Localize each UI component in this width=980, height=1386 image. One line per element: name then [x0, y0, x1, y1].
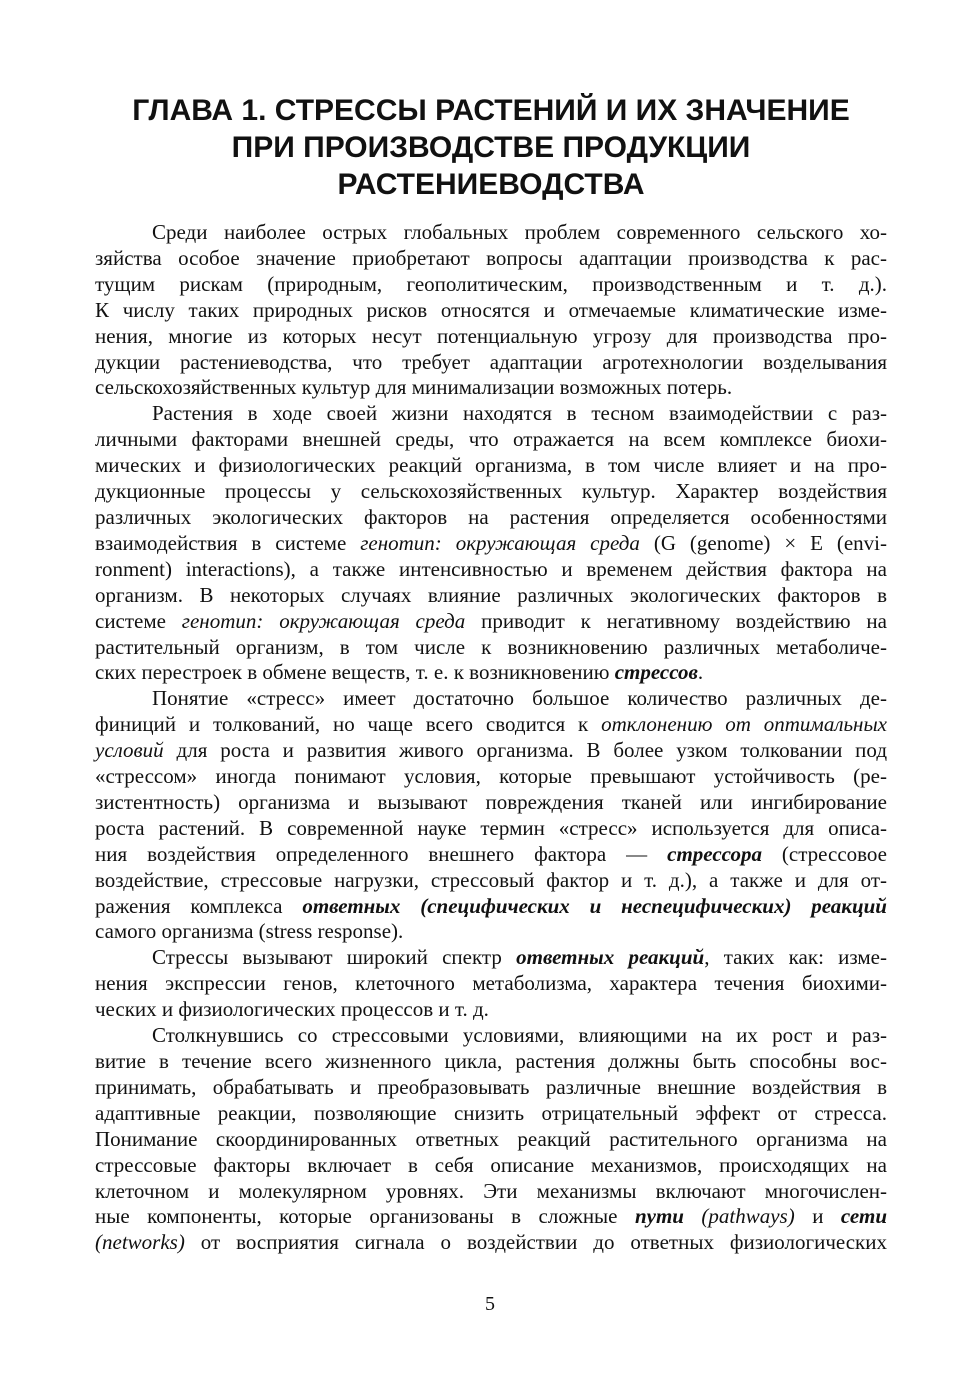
- text-line: тущим рискам (природным, геополитическим, производственным и т. д.).: [95, 271, 887, 296]
- text-line: Столкнувшись со стрессовыми условиями, влияющими на их рост и раз-: [152, 1023, 887, 1048]
- text-line: ronment) interactions), а также интенсивностью и временем действия фактора на: [95, 556, 887, 581]
- text-line: сельскохозяйственных культур для минимализации возможных потерь.: [95, 375, 733, 400]
- paragraph-adaptive-reactions: [95, 1023, 887, 1256]
- term-genotype-environment: генотип: окружающая среда: [181, 608, 466, 633]
- paragraph-response-spectrum: [95, 945, 887, 1023]
- term-pathways: пути: [634, 1204, 684, 1229]
- text-line: [95, 609, 887, 635]
- text-line: принимать, обрабатывать и преобразовывать различные внешние воздействия в: [95, 1074, 887, 1099]
- text-line: зистентность) организма и вызывают повреждения тканей или ингибирование: [95, 789, 887, 814]
- text-line: воздействие, стрессовые нагрузки, стрессовый фактор и т. д.), а также и для от-: [95, 867, 887, 892]
- text-run: ния воздействия определенного внешнего фактора —: [95, 841, 668, 866]
- text-line: дукционные процессы у сельскохозяйственных культур. Характер воздействия: [95, 479, 887, 504]
- document-page: [95, 92, 887, 1256]
- paragraph-global-problems: [95, 220, 887, 401]
- text-line: «стрессом» иногда понимают условия, которые превышают устойчивость (ре-: [95, 764, 887, 789]
- term-networks: сети: [840, 1204, 887, 1229]
- text-run: и: [794, 1204, 841, 1229]
- term-pathways-en: (pathways): [683, 1204, 795, 1229]
- text-run: (стрессовое: [761, 841, 887, 866]
- text-line: [95, 1230, 887, 1256]
- page-number: 5: [485, 1293, 495, 1315]
- text-line: нения экспрессии генов, клеточного метаболизма, характера течения биохими-: [95, 971, 887, 996]
- text-line: [95, 738, 887, 764]
- text-line: клеточном и молекулярном уровнях. Эти механизмы включают многочислен-: [95, 1178, 887, 1203]
- chapter-body: [95, 220, 887, 1256]
- text-line: стрессовые факторы включает в себя описание механизмов, происходящих на: [95, 1152, 887, 1177]
- text-run: финиций и толкований, но чаще всего сводится к: [95, 712, 602, 737]
- term-stresses: стрессов: [614, 660, 698, 685]
- text-line: Понятие «стресс» имеет достаточно большое количество различных де-: [152, 686, 887, 711]
- text-line: зяйства особое значение приобретают вопросы адаптации производства к рас-: [95, 245, 887, 270]
- text-run: Стрессы вызывают широкий спектр: [152, 945, 517, 970]
- text-run: взаимодействия в системе: [95, 530, 361, 555]
- text-run: ражения комплекса: [95, 893, 303, 918]
- term-genotype-environment: генотип: окружающая среда: [360, 530, 640, 555]
- text-line: растительный организм, в том числе к возникновению различных метаболиче-: [95, 634, 887, 659]
- text-run: (G (genome) × E (envi-: [639, 530, 887, 555]
- paragraph-environment-factors: [95, 401, 887, 686]
- text-line: Среди наиболее острых глобальных проблем современного сельского хо-: [152, 220, 887, 244]
- text-run: приводит к негативному воздействию на: [465, 608, 887, 633]
- text-run: для роста и развития живого организма. В более узком толковании под: [163, 738, 887, 763]
- text-line: витие в течение всего жизненного цикла, растения должны быть способны вос-: [95, 1049, 887, 1073]
- text-line: личными факторами внешней среды, что отражается на всем комплексе биохи-: [95, 427, 887, 452]
- text-run: , таких как: изме-: [704, 945, 887, 970]
- text-line: мических и физиологических реакций организма, в том числе влияет и на про-: [95, 453, 887, 478]
- text-run: от восприятия сигнала о воздействии до ответных физиологических: [184, 1230, 887, 1255]
- chapter-title-line: ПРИ ПРОИЗВОДСТВЕ ПРОДУКЦИИ: [231, 131, 751, 164]
- text-line: организм. В некоторых случаях влияние различных экологических факторов в: [95, 582, 887, 607]
- chapter-title-line: ГЛАВА 1. СТРЕССЫ РАСТЕНИЙ И ИХ ЗНАЧЕНИЕ: [132, 94, 850, 127]
- text-line: [95, 842, 887, 868]
- term-response-reactions: ответных (специфических и неспецифических) реакций: [302, 893, 887, 918]
- text-line: К числу таких природных рисков относятся и отмечаемые климатические изме-: [95, 297, 887, 322]
- term-deviation: условий: [95, 738, 164, 763]
- text-line: нения, многие из которых несут потенциальную угрозу для производства про-: [95, 323, 887, 348]
- text-line: [95, 894, 887, 920]
- chapter-title-line: РАСТЕНИЕВОДСТВА: [337, 168, 645, 201]
- text-line: Растения в ходе своей жизни находятся в тесном взаимодействии с раз-: [152, 401, 887, 426]
- text-line: [95, 945, 887, 971]
- text-line: [95, 712, 887, 738]
- text-line: Понимание скоординированных ответных реакций растительного организма на: [95, 1126, 887, 1151]
- text-run: системе: [95, 608, 182, 633]
- chapter-title: [95, 92, 887, 203]
- text-line: роста растений. В современной науке термин «стресс» используется для описа-: [95, 815, 887, 840]
- text-run: ные компоненты, которые организованы в сложные: [95, 1204, 635, 1229]
- text-line: различных экологических факторов на растения определяется особенностями: [95, 504, 887, 529]
- text-line: [95, 531, 887, 557]
- text-run: ских перестроек в обмене веществ, т. е. к возникновению: [95, 660, 615, 685]
- paragraph-stress-definition: [95, 686, 887, 945]
- text-line: [95, 660, 887, 686]
- term-deviation: отклонению от оптимальных: [601, 712, 887, 737]
- term-response-reactions: ответных реакций: [516, 945, 705, 970]
- text-line: самого организма (stress response).: [95, 919, 404, 944]
- text-line: ческих и физиологических процессов и т. д.: [95, 997, 489, 1022]
- term-stressor: стрессора: [667, 841, 762, 866]
- text-line: дукции растениеводства, что требует адаптации агротехнологии возделывания: [95, 349, 887, 374]
- text-line: [95, 1204, 887, 1230]
- text-run: .: [697, 660, 704, 685]
- text-line: адаптивные реакции, позволяющие снизить отрицательный эффект от стресса.: [95, 1100, 887, 1125]
- term-networks-en: (networks): [95, 1230, 185, 1255]
